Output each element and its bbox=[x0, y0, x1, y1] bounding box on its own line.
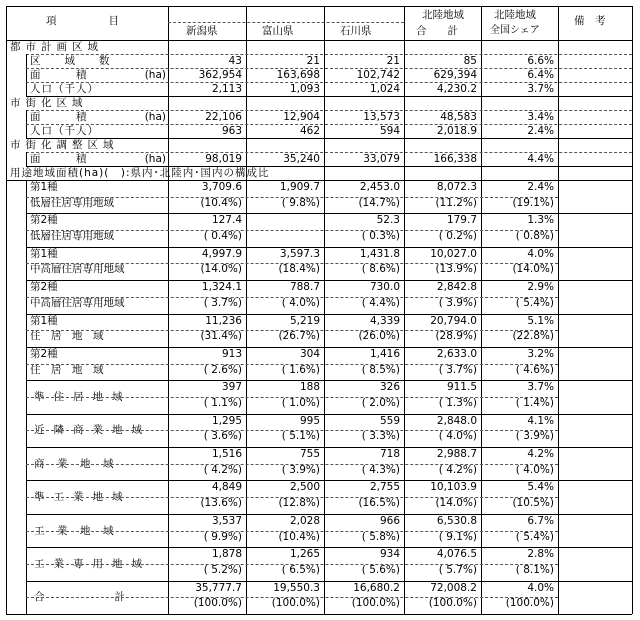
row-divider bbox=[26, 531, 558, 532]
row-divider bbox=[26, 497, 558, 498]
row-divider bbox=[26, 82, 632, 83]
cell-ishikawa-value: 52.3 bbox=[376, 214, 400, 227]
cell-total-value: 2,842.8 bbox=[436, 281, 477, 294]
row-label: 人口（千人） bbox=[30, 125, 99, 137]
cell-share-ratio: ( 5.4%) bbox=[515, 530, 554, 543]
cell-share-ratio: ( 0.8%) bbox=[515, 230, 554, 243]
header-niigata: 新潟県 bbox=[186, 25, 218, 37]
cell-total-ratio: ( 3.7%) bbox=[438, 363, 477, 376]
cell-niigata-ratio: ( 0.4%) bbox=[203, 230, 242, 243]
cell-total-value: 179.7 bbox=[446, 214, 477, 227]
cell-ishikawa: 102,742 bbox=[356, 69, 400, 81]
cell-niigata-ratio: ( 1.1%) bbox=[203, 397, 242, 409]
cell-ishikawa-ratio: (16.5%) bbox=[358, 497, 400, 510]
cell-toyama-ratio: (12.8%) bbox=[278, 497, 320, 510]
row-divider bbox=[26, 514, 632, 515]
cell-ishikawa-value: 1,431.8 bbox=[359, 247, 400, 260]
cell-toyama-ratio: ( 1.6%) bbox=[281, 363, 320, 376]
cell-total-value: 2,988.7 bbox=[436, 448, 477, 461]
cell-niigata-ratio: ( 3.7%) bbox=[203, 296, 242, 309]
row-divider bbox=[26, 597, 558, 598]
cell-niigata-value: 4,997.9 bbox=[201, 247, 242, 260]
column-divider bbox=[632, 6, 633, 614]
header-hokuriku-total-top: 北陸地域 bbox=[422, 9, 464, 21]
cell-total-value: 2,848.0 bbox=[436, 414, 477, 427]
cell-niigata-value: 397 bbox=[221, 381, 242, 394]
cell-toyama-value: 1,265 bbox=[289, 548, 320, 561]
cell-total-value: 10,027.0 bbox=[430, 247, 477, 260]
cell-toyama-ratio: (18.4%) bbox=[278, 263, 320, 276]
cell-share-value: 5.1% bbox=[527, 314, 554, 327]
cell-niigata-ratio: ( 5.2%) bbox=[203, 563, 242, 576]
cell-ishikawa-ratio: ( 8.5%) bbox=[361, 363, 400, 376]
header-share-bottom: 全国シェア bbox=[490, 25, 540, 36]
cell-share-value: 4.0% bbox=[527, 581, 554, 594]
cell-total-value: 10,103.9 bbox=[430, 481, 477, 494]
cell-ishikawa-value: 718 bbox=[379, 448, 400, 461]
row-unit: (ha) bbox=[144, 111, 166, 123]
header-ishikawa: 石川県 bbox=[340, 25, 372, 37]
cell-toyama-value: 188 bbox=[299, 381, 320, 394]
zoning-label: 工業専用地域 bbox=[34, 557, 151, 570]
zoning-label-top: 第1種 bbox=[30, 181, 58, 193]
zoning-label-top: 第1種 bbox=[30, 247, 58, 260]
column-divider bbox=[558, 6, 559, 614]
row-divider bbox=[6, 6, 632, 7]
zoning-label: 工 業 地 域 bbox=[34, 524, 115, 537]
cell-total: 48,583 bbox=[440, 111, 477, 123]
cell-ishikawa-value: 326 bbox=[379, 381, 400, 394]
cell-toyama-value: 755 bbox=[299, 448, 320, 461]
header-item: 項 目 bbox=[46, 15, 121, 27]
cell-share-value: 2.9% bbox=[527, 281, 554, 294]
cell-share-ratio: (22.8%) bbox=[512, 330, 554, 343]
cell-total-value: 72,008.2 bbox=[430, 581, 477, 594]
row-divider bbox=[26, 54, 632, 55]
zoning-label: 合 計 bbox=[34, 591, 126, 604]
cell-niigata-ratio: (10.4%) bbox=[200, 196, 242, 209]
row-divider bbox=[26, 138, 632, 139]
cell-ishikawa: 21 bbox=[386, 55, 400, 67]
zoning-label-top: 第2種 bbox=[30, 281, 58, 294]
cell-toyama-ratio: ( 1.0%) bbox=[281, 397, 320, 409]
row-label: 面 積 bbox=[30, 153, 88, 165]
cell-niigata-value: 913 bbox=[221, 347, 242, 360]
cell-toyama-value: 1,909.7 bbox=[279, 181, 320, 193]
row-divider bbox=[26, 68, 632, 69]
cell-share-value: 2.8% bbox=[527, 548, 554, 561]
cell-total-ratio: (11.2%) bbox=[435, 196, 477, 209]
row-divider bbox=[26, 166, 632, 167]
zoning-label-top: 第2種 bbox=[30, 347, 58, 360]
cell-niigata-ratio: ( 3.6%) bbox=[203, 430, 242, 443]
cell-share-value: 1.3% bbox=[527, 214, 554, 227]
row-divider bbox=[26, 397, 558, 398]
row-divider bbox=[6, 40, 632, 41]
cell-total: 166,338 bbox=[433, 153, 477, 165]
cell-toyama-value: 995 bbox=[299, 414, 320, 427]
zoning-label: 準住居地域 bbox=[34, 391, 132, 403]
cell-niigata-value: 1,516 bbox=[211, 448, 242, 461]
cell-ishikawa: 33,079 bbox=[363, 153, 400, 165]
cell-ishikawa-ratio: ( 0.3%) bbox=[361, 230, 400, 243]
cell-ishikawa-value: 2,755 bbox=[369, 481, 400, 494]
cell-total-value: 4,076.5 bbox=[436, 548, 477, 561]
cell-niigata: 98,019 bbox=[205, 153, 242, 165]
cell-niigata: 2,113 bbox=[211, 83, 242, 95]
cell-share-ratio: ( 8.1%) bbox=[515, 563, 554, 576]
column-divider bbox=[324, 6, 325, 614]
row-label: 面 積 bbox=[30, 69, 88, 81]
cell-share-ratio: ( 1.4%) bbox=[515, 397, 554, 409]
cell-niigata-ratio: (13.6%) bbox=[200, 497, 242, 510]
column-divider bbox=[246, 6, 247, 614]
header-share-top: 北陸地域 bbox=[494, 9, 536, 21]
cell-share-ratio: (19.1%) bbox=[512, 196, 554, 209]
cell-share: 3.7% bbox=[527, 83, 554, 95]
cell-share: 2.4% bbox=[527, 125, 554, 137]
cell-share: 6.4% bbox=[527, 69, 554, 81]
cell-ishikawa-ratio: ( 4.4%) bbox=[361, 296, 400, 309]
cell-total-ratio: (28.9%) bbox=[435, 330, 477, 343]
zoning-label-bottom: 住 居 地 域 bbox=[30, 363, 104, 376]
row-label: 区 域 数 bbox=[30, 55, 111, 67]
cell-share-value: 4.2% bbox=[527, 448, 554, 461]
cell-share-value: 4.1% bbox=[527, 414, 554, 427]
row-label: 面 積 bbox=[30, 111, 88, 123]
cell-toyama-ratio: (100.0%) bbox=[271, 597, 320, 610]
row-divider bbox=[26, 124, 632, 125]
cell-total: 4,230.2 bbox=[436, 83, 477, 95]
row-divider bbox=[26, 430, 558, 431]
cell-share: 6.6% bbox=[527, 55, 554, 67]
cell-share-ratio: ( 4.6%) bbox=[515, 363, 554, 376]
cell-niigata-value: 1,324.1 bbox=[201, 281, 242, 294]
cell-ishikawa-ratio: ( 3.3%) bbox=[361, 430, 400, 443]
row-divider bbox=[26, 297, 558, 298]
row-divider bbox=[26, 314, 632, 315]
header-toyama: 富山県 bbox=[262, 25, 294, 37]
section-zoning: 用途地域面積(ha)( ):県内･北陸内･国内の構成比 bbox=[10, 167, 270, 179]
cell-niigata-value: 11,236 bbox=[205, 314, 242, 327]
cell-toyama-ratio: (26.7%) bbox=[278, 330, 320, 343]
cell-share-ratio: (100.0%) bbox=[505, 597, 554, 610]
cell-share-value: 4.0% bbox=[527, 247, 554, 260]
cell-ishikawa-ratio: (26.0%) bbox=[358, 330, 400, 343]
zoning-label-bottom: 中高層住居専用地域 bbox=[30, 296, 125, 309]
zoning-label-bottom: 低層住居専用地域 bbox=[30, 230, 114, 243]
cell-niigata-value: 3,537 bbox=[211, 514, 242, 527]
cell-ishikawa-ratio: ( 5.8%) bbox=[361, 530, 400, 543]
zoning-label: 商 業 地 域 bbox=[34, 457, 115, 470]
column-divider bbox=[168, 6, 169, 614]
cell-total-value: 6,530.8 bbox=[436, 514, 477, 527]
zoning-label-bottom: 中高層住居専用地域 bbox=[30, 263, 125, 276]
row-divider bbox=[26, 110, 632, 111]
cell-ishikawa-value: 4,339 bbox=[369, 314, 400, 327]
column-divider bbox=[26, 152, 27, 166]
cell-toyama-ratio: ( 6.5%) bbox=[281, 563, 320, 576]
cell-ishikawa: 13,573 bbox=[363, 111, 400, 123]
cell-toyama-value: 788.7 bbox=[289, 281, 320, 294]
cell-share-ratio: ( 5.4%) bbox=[515, 296, 554, 309]
row-divider bbox=[26, 464, 558, 465]
cell-total: 629,394 bbox=[433, 69, 477, 81]
cell-niigata-ratio: (31.4%) bbox=[200, 330, 242, 343]
cell-share-value: 3.7% bbox=[527, 381, 554, 394]
zoning-label: 近隣商業地域 bbox=[34, 424, 151, 437]
cell-total-value: 911.5 bbox=[446, 381, 477, 394]
column-divider bbox=[404, 6, 405, 614]
row-label: 人口（千人） bbox=[30, 83, 99, 95]
cell-niigata-value: 1,295 bbox=[211, 414, 242, 427]
cell-toyama: 12,904 bbox=[283, 111, 320, 123]
row-unit: (ha) bbox=[144, 69, 166, 81]
row-divider bbox=[168, 22, 404, 23]
cell-toyama-value: 19,550.3 bbox=[273, 581, 320, 594]
cell-share-ratio: ( 4.0%) bbox=[515, 463, 554, 476]
zoning-label-top: 第1種 bbox=[30, 314, 58, 327]
cell-total-value: 8,072.3 bbox=[436, 181, 477, 193]
column-divider bbox=[26, 54, 27, 96]
cell-toyama: 462 bbox=[299, 125, 320, 137]
cell-niigata-value: 3,709.6 bbox=[201, 181, 242, 193]
column-divider bbox=[6, 6, 7, 614]
row-divider bbox=[6, 180, 632, 181]
cell-share: 4.4% bbox=[527, 153, 554, 165]
row-divider bbox=[6, 614, 632, 615]
cell-toyama-ratio: ( 4.0%) bbox=[281, 296, 320, 309]
cell-share-ratio: (14.0%) bbox=[512, 263, 554, 276]
cell-niigata-value: 1,878 bbox=[211, 548, 242, 561]
cell-total: 2,018.9 bbox=[436, 125, 477, 137]
cell-niigata-ratio: ( 2.6%) bbox=[203, 363, 242, 376]
zoning-label: 準工業地域 bbox=[34, 491, 132, 504]
cell-niigata-value: 127.4 bbox=[211, 214, 242, 227]
cell-share-value: 6.7% bbox=[527, 514, 554, 527]
cell-total-ratio: ( 3.9%) bbox=[438, 296, 477, 309]
cell-total-ratio: ( 1.3%) bbox=[438, 397, 477, 409]
cell-ishikawa-ratio: ( 4.3%) bbox=[361, 463, 400, 476]
cell-toyama-value: 5,219 bbox=[289, 314, 320, 327]
row-divider bbox=[26, 152, 632, 153]
zoning-label-bottom: 低層住居専用地域 bbox=[30, 196, 114, 209]
cell-total-ratio: (13.9%) bbox=[435, 263, 477, 276]
cell-ishikawa-ratio: ( 2.0%) bbox=[361, 397, 400, 409]
cell-total-ratio: ( 5.7%) bbox=[438, 563, 477, 576]
column-divider bbox=[481, 6, 482, 614]
cell-toyama-value: 3,597.3 bbox=[279, 247, 320, 260]
cell-toyama-ratio: ( 5.1%) bbox=[281, 430, 320, 443]
cell-toyama: 1,093 bbox=[289, 83, 320, 95]
cell-niigata-value: 35,777.7 bbox=[195, 581, 242, 594]
row-divider bbox=[26, 380, 632, 381]
row-divider bbox=[26, 414, 632, 415]
section-urbanization-control: 市街化調整区域 bbox=[10, 139, 119, 151]
land-use-table bbox=[6, 6, 632, 614]
row-divider bbox=[26, 96, 632, 97]
row-divider bbox=[26, 480, 632, 481]
cell-ishikawa-value: 559 bbox=[379, 414, 400, 427]
cell-ishikawa-ratio: (100.0%) bbox=[351, 597, 400, 610]
row-divider bbox=[26, 230, 558, 231]
cell-total-ratio: ( 4.0%) bbox=[438, 430, 477, 443]
cell-toyama-ratio: ( 9.8%) bbox=[281, 196, 320, 209]
cell-ishikawa-ratio: ( 8.6%) bbox=[361, 263, 400, 276]
cell-share: 3.4% bbox=[527, 111, 554, 123]
cell-share-ratio: ( 3.9%) bbox=[515, 430, 554, 443]
row-divider bbox=[26, 547, 632, 548]
cell-ishikawa-ratio: ( 5.6%) bbox=[361, 563, 400, 576]
cell-niigata-value: 4,849 bbox=[211, 481, 242, 494]
cell-niigata: 963 bbox=[221, 125, 242, 137]
row-divider bbox=[26, 364, 558, 365]
cell-niigata: 362,954 bbox=[198, 69, 242, 81]
cell-toyama: 163,698 bbox=[276, 69, 320, 81]
row-divider bbox=[26, 280, 632, 281]
cell-ishikawa-value: 730.0 bbox=[369, 281, 400, 294]
cell-total-value: 2,633.0 bbox=[436, 347, 477, 360]
header-hokuriku-total-bottom: 合 計 bbox=[416, 25, 458, 37]
cell-toyama-value: 304 bbox=[299, 347, 320, 360]
cell-total-value: 20,794.0 bbox=[430, 314, 477, 327]
row-divider bbox=[26, 247, 632, 248]
cell-total-ratio: ( 4.2%) bbox=[438, 463, 477, 476]
row-unit: (ha) bbox=[144, 153, 166, 165]
cell-niigata-ratio: ( 4.2%) bbox=[203, 463, 242, 476]
cell-share-value: 2.4% bbox=[527, 181, 554, 193]
zoning-label-top: 第2種 bbox=[30, 214, 58, 227]
cell-toyama: 21 bbox=[306, 55, 320, 67]
cell-share-value: 5.4% bbox=[527, 481, 554, 494]
row-divider bbox=[26, 581, 632, 582]
row-divider bbox=[26, 447, 632, 448]
cell-ishikawa-value: 934 bbox=[379, 548, 400, 561]
zoning-label-bottom: 住 居 地 域 bbox=[30, 330, 104, 343]
row-divider bbox=[26, 564, 558, 565]
row-divider bbox=[26, 263, 558, 264]
cell-niigata: 43 bbox=[228, 55, 242, 67]
cell-toyama-value: 2,500 bbox=[289, 481, 320, 494]
cell-ishikawa-value: 2,453.0 bbox=[359, 181, 400, 193]
section-urbanization: 市街化区域 bbox=[10, 97, 88, 109]
cell-share-ratio: (10.5%) bbox=[512, 497, 554, 510]
cell-niigata-ratio: (100.0%) bbox=[193, 597, 242, 610]
cell-total-ratio: (14.0%) bbox=[435, 497, 477, 510]
cell-niigata-ratio: (14.0%) bbox=[200, 263, 242, 276]
cell-ishikawa-ratio: (14.7%) bbox=[358, 196, 400, 209]
cell-toyama-ratio: (10.4%) bbox=[278, 530, 320, 543]
row-divider bbox=[26, 213, 632, 214]
cell-total-ratio: ( 0.2%) bbox=[438, 230, 477, 243]
cell-ishikawa-value: 16,680.2 bbox=[353, 581, 400, 594]
row-divider bbox=[26, 330, 558, 331]
row-divider bbox=[26, 347, 632, 348]
cell-niigata: 22,106 bbox=[205, 111, 242, 123]
cell-ishikawa-value: 966 bbox=[379, 514, 400, 527]
cell-total-ratio: (100.0%) bbox=[428, 597, 477, 610]
section-city-planning: 都市計画区域 bbox=[10, 41, 103, 53]
cell-ishikawa: 1,024 bbox=[369, 83, 400, 95]
cell-ishikawa: 594 bbox=[379, 125, 400, 137]
cell-toyama-ratio: ( 3.9%) bbox=[281, 463, 320, 476]
cell-total-ratio: ( 9.1%) bbox=[438, 530, 477, 543]
header-remarks: 備 考 bbox=[574, 15, 606, 27]
cell-ishikawa-value: 1,416 bbox=[369, 347, 400, 360]
cell-share-value: 3.2% bbox=[527, 347, 554, 360]
cell-total: 85 bbox=[463, 55, 477, 67]
row-divider bbox=[26, 197, 558, 198]
cell-toyama: 35,240 bbox=[283, 153, 320, 165]
cell-niigata-ratio: ( 9.9%) bbox=[203, 530, 242, 543]
cell-toyama-value: 2,028 bbox=[289, 514, 320, 527]
